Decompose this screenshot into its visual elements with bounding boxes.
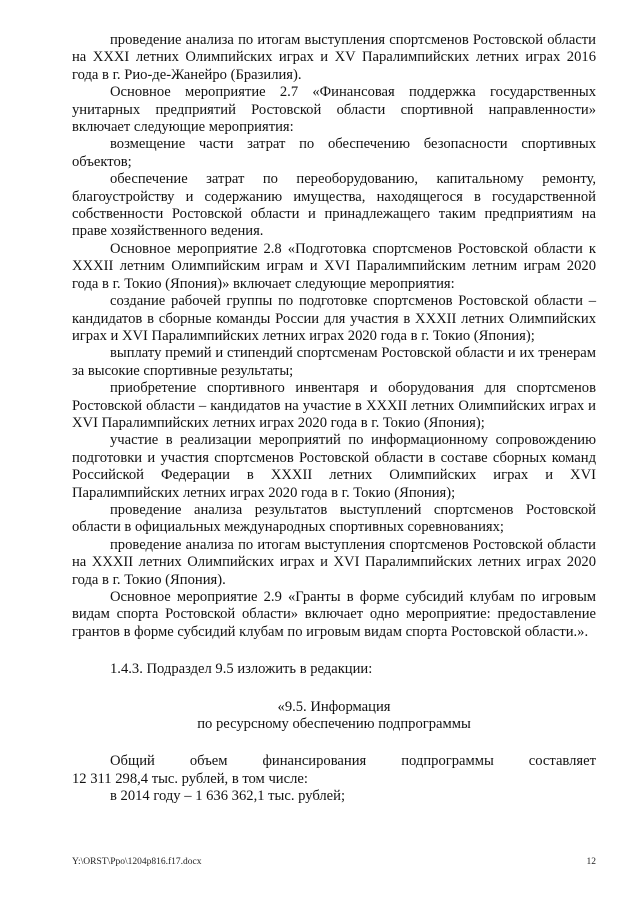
financing-year-line: в 2014 году – 1 636 362,1 тыс. рублей; — [110, 788, 346, 805]
section-heading-title: «9.5. Информация — [277, 698, 391, 715]
page-number: 12 — [586, 857, 596, 867]
subsection-instruction: 1.4.3. Подраздел 9.5 изложить в редакции: — [110, 661, 373, 678]
paragraph: обеспечение затрат по переоборудованию, капитальному ремонту, благоустройству и содержанию имущества, находящегося в государственной собственности Ростовской области и принадлежащего таким предприятиям на праве хозяйственного ведения. — [72, 171, 596, 240]
paragraph: проведение анализа результатов выступлений спортсменов Ростовской области в официальных международных спортивных соревнованиях; — [72, 501, 596, 536]
document-body — [72, 32, 596, 806]
section-heading-subtitle: по ресурсному обеспечению подпрограммы — [197, 716, 471, 733]
section-heading — [72, 699, 596, 734]
financing-total-amount: 12 311 298,4 тыс. рублей, в том числе: — [72, 770, 308, 787]
paragraph: участие в реализации мероприятий по информационному сопровождению подготовки и участия спортсменов Ростовской области в составе сборных команд Российской Федерации в XXXII летних Олимпийских играх и XVI Паралимпийских летних играх 2020 года в г. Токио (Япония); — [72, 432, 596, 501]
paragraph: создание рабочей группы по подготовке спортсменов Ростовской области – кандидатов в сборные команды России для участия в XXXII летних Олимпийских играх и XVI Паралимпийских летних играх 2020 года в г. Токио (Япония); — [72, 293, 596, 344]
paragraph: приобретение спортивного инвентаря и оборудования для спортсменов Ростовской области – кандидатов на участие в XXXII летних Олимпийских играх и XVI Паралимпийских летних играх 2020 года в г. Токио (Япония); — [72, 380, 596, 431]
paragraph: выплату премий и стипендий спортсменам Ростовской области и их тренерам за высокие спортивные результаты; — [72, 345, 596, 379]
paragraph: проведение анализа по итогам выступления спортсменов Ростовской области на XXXI летних Олимпийских играх и XV Паралимпийских летних играх 2016 года в г. Рио-де-Жанейро (Бразилия). — [72, 32, 596, 83]
financing-total-line: Общий объем финансирования подпрограммы составляет — [110, 753, 596, 770]
paragraph: Основное мероприятие 2.8 «Подготовка спортсменов Ростовской области к XXXII летним Олимпийским играм и XVI Паралимпийским летним играм 2020 года в г. Токио (Япония)» включает следующие мероприятия: — [72, 240, 596, 292]
paragraph: проведение анализа по итогам выступления спортсменов Ростовской области на XXXII летних Олимпийских играх и XVI Паралимпийских летних играх 2020 года в г. Токио (Япония). — [72, 536, 596, 588]
paragraph: Основное мероприятие 2.9 «Гранты в форме субсидий клубам по игровым видам спорта Ростовской области» включает одно мероприятие: предоставление грантов в форме субсидий клубам по игровым видам спорта Ростовской области.». — [72, 589, 596, 640]
paragraph: возмещение части затрат по обеспечению безопасности спортивных объектов; — [72, 136, 596, 170]
paragraph: Основное мероприятие 2.7 «Финансовая поддержка государственных унитарных предприятий Ростовской области спортивной направленности» включает следующие мероприятия: — [72, 84, 596, 136]
file-path: Y:\ORST\Ppo\1204p816.f17.docx — [72, 857, 202, 867]
